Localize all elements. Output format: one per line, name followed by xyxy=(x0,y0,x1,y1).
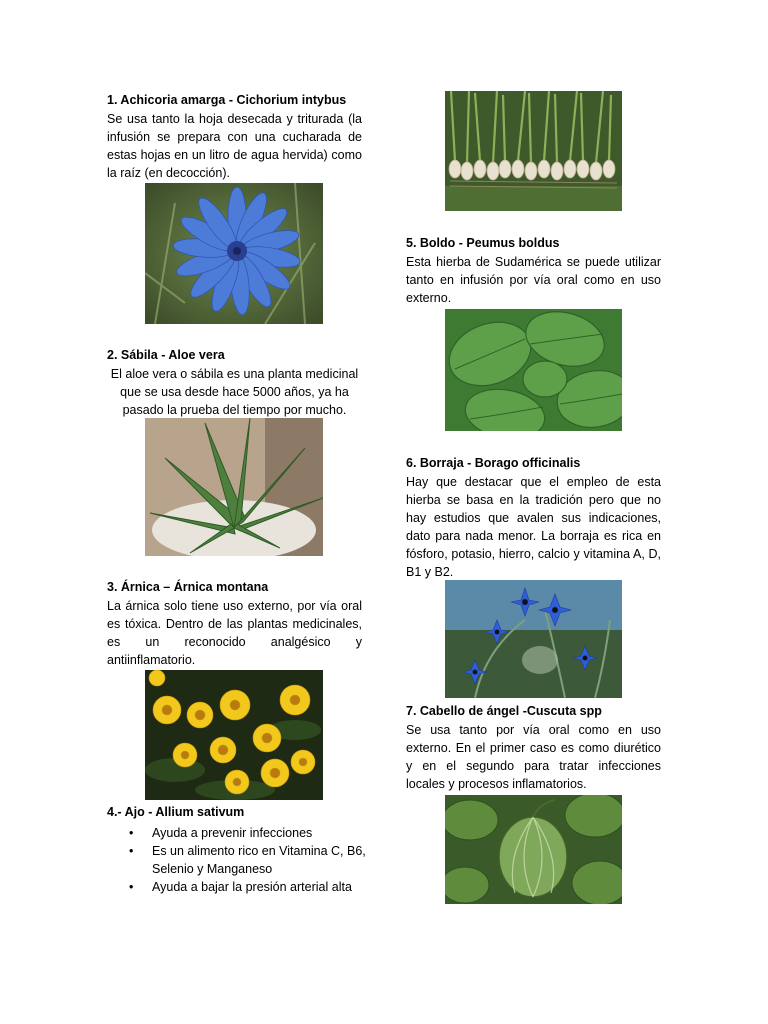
list-item: • Ayuda a bajar la presión arterial alta xyxy=(107,878,367,896)
section-achicoria xyxy=(107,93,362,182)
section-body: Se usa tanto la hoja desecada y triturada (la infusión se prepara con una cucharada de estas hojas en un litro de agua hervida) como la raíz (en decocción). xyxy=(107,112,362,180)
aloe-vera-image xyxy=(145,418,323,556)
borage-image xyxy=(445,580,622,698)
section-body: Hay que destacar que el empleo de esta hierba se basa en la tradición pero que no hay estudios que avalen sus indicaciones, dato para nada menor. La borraja es rica en fósforo, potasio, hierro, calcio y vitamina A, D, B1 y B2. xyxy=(406,475,661,579)
boldo-image xyxy=(445,309,622,431)
section-body: La árnica solo tiene uso externo, por vía oral es tóxica. Dentro de las plantas medicinales, es un reconocido analgésico y antiinflamatorio. xyxy=(107,599,362,667)
cuscuta-image xyxy=(445,795,622,904)
section-title: 2. Sábila - Aloe vera xyxy=(107,348,225,362)
section-sabila xyxy=(107,348,362,419)
section-title: 1. Achicoria amarga - Cichorium intybus xyxy=(107,93,347,107)
list-item: • Ayuda a prevenir infecciones xyxy=(107,824,367,842)
section-cabello-de-angel xyxy=(406,704,661,793)
section-body: El aloe vera o sábila es una planta medicinal que se usa desde hace 5000 años, ya ha pasado la prueba del tiempo por mucho. xyxy=(110,367,359,417)
section-body: Esta hierba de Sudamérica se puede utilizar tanto en infusión por vía oral como en uso externo. xyxy=(406,255,661,305)
section-ajo xyxy=(107,805,367,896)
section-title: 5. Boldo - Peumus boldus xyxy=(406,236,560,250)
section-arnica xyxy=(107,580,362,669)
section-borraja xyxy=(406,456,661,581)
arnica-image xyxy=(145,670,323,800)
bullet-list xyxy=(107,824,367,896)
list-item: • Es un alimento rico en Vitamina C, B6, Selenio y Manganeso xyxy=(107,842,367,878)
section-title: 6. Borraja - Borago officinalis xyxy=(406,456,581,470)
section-body: Se usa tanto por vía oral como en uso externo. En el primer caso es como diurético y en el segundo para tratar infecciones locales y procesos inflamatorios. xyxy=(406,723,661,791)
section-title: 4.- Ajo - Allium sativum xyxy=(107,805,245,819)
section-boldo xyxy=(406,236,661,307)
section-title: 3. Árnica – Árnica montana xyxy=(107,580,269,594)
garlic-image xyxy=(445,91,622,211)
section-title: 7. Cabello de ángel -Cuscuta spp xyxy=(406,704,602,718)
chicory-flower-image xyxy=(145,183,323,324)
